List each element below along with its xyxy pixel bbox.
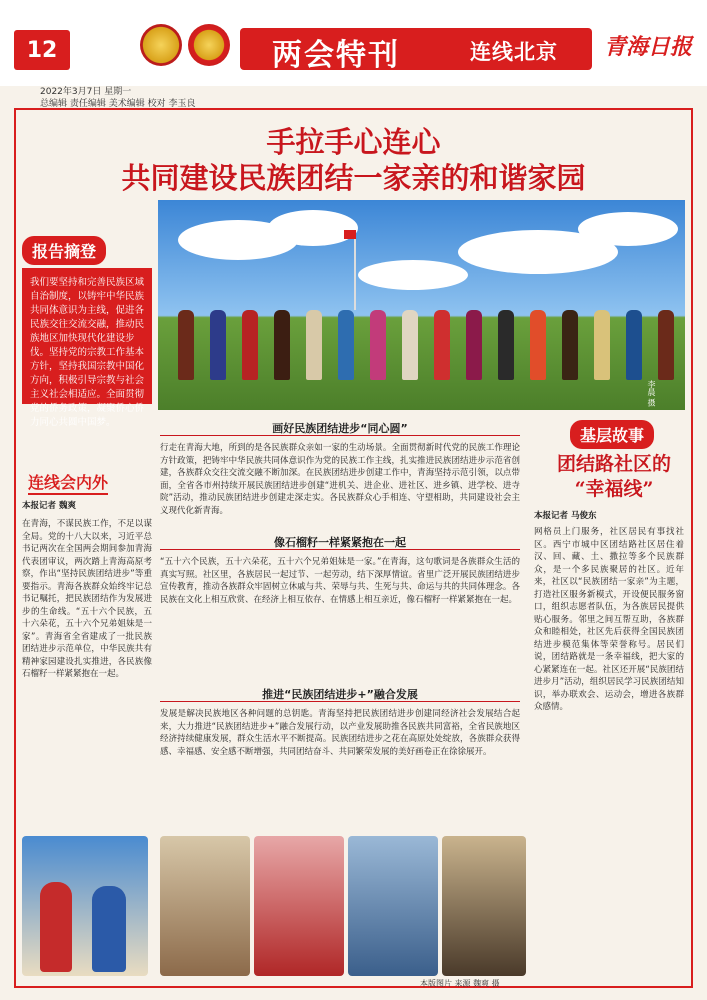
cppcc-emblem-icon	[188, 24, 230, 66]
photo-tile	[254, 836, 344, 976]
headline-line-1: 手拉手心连心	[266, 125, 441, 159]
section2-text: “五十六个民族，五十六朵花，五十六个兄弟姐妹是一家。”在青海，这句歌词是各族群众生活的真实写照。社区里，各族居民一起过节、一起劳动，结下深厚情谊。省里广泛开展民族团结进步宣传教育，推动各族群众牢固树立休戚与共、荣辱与共、生死与共、命运与共的共同体理念。各民族在文化上相互欣赏、在经济上相互依存、在情感上相互亲近，像石榴籽一样紧紧抱在一起。	[160, 557, 520, 605]
dancer	[242, 310, 258, 380]
photo-tile	[348, 836, 438, 976]
cloud	[578, 212, 678, 246]
cloud	[268, 210, 358, 246]
photo-credit: 李晨 摄	[647, 380, 656, 407]
dancer	[562, 310, 578, 380]
newspaper-brand: 青海日报	[604, 34, 693, 60]
dancer	[498, 310, 514, 380]
cloud	[358, 260, 468, 290]
photo-tile	[22, 836, 148, 976]
photo-tile	[442, 836, 526, 976]
dancer	[402, 310, 418, 380]
flag	[344, 230, 356, 239]
editors-line: 总编辑 责任编辑 美术编辑 校对 李玉良	[40, 99, 196, 109]
dancer	[466, 310, 482, 380]
party-emblem-icon	[140, 24, 182, 66]
dancer	[178, 310, 194, 380]
flag-pole	[354, 230, 356, 310]
section3-title: 推进“民族团结进步+”融合发展	[262, 688, 418, 701]
main-headline	[20, 124, 687, 196]
community-byline: 本报记者 马俊东	[534, 511, 597, 521]
section2-title: 像石榴籽一样紧紧抱在一起	[274, 536, 406, 549]
main-photo	[158, 200, 685, 410]
dancer	[434, 310, 450, 380]
divider	[160, 701, 520, 702]
divider	[160, 549, 520, 550]
divider	[160, 435, 520, 436]
dancer	[594, 310, 610, 380]
linkup-byline: 本报记者 魏爽	[22, 501, 76, 511]
dancer	[306, 310, 322, 380]
bottom-photo-credit: 本版图片 来源 魏爽 摄	[420, 979, 500, 988]
linkup-text: 在青海，不谋民族工作，不足以谋全局。党的十八大以来，习近平总书记两次在全国两会期间参加青海代表团审议，两次踏上青海高原考察，作出“坚持民族团结进步”等重要指示。青海各族群众始终牢记总书记嘱托，把民族团结作为发展进步的生命线。“五十六个民族，五十六朵花，五十六个兄弟姐妹是一家”。青海省全省建成了一批民族团结进步示范单位，中华民族共有精神家园建设扎实推进，各民族像石榴籽一样紧紧抱在一起。	[22, 519, 152, 679]
report-tag: 报告摘登	[22, 236, 106, 265]
linkup-tag: 连线会内外	[28, 470, 108, 495]
dancer	[210, 310, 226, 380]
report-abstract: 我们要坚持和完善民族区域自治制度，以铸牢中华民族共同体意识为主线，促进各民族交往交流交融，推动民族地区加快现代化建设步伐。坚持党的宗教工作基本方针，坚持我国宗教中国化方向，积极引导宗教与社会主义社会相适应。全面贯彻党的侨务政策，凝聚侨心侨力同心共圆中国梦。	[22, 268, 152, 404]
section3-text: 发展是解决民族地区各种问题的总钥匙。青海坚持把民族团结进步创建同经济社会发展结合起来，大力推进“民族团结进步+”融合发展行动，以产业发展助推各民族共同富裕，全省民族地区经济持续健康发展，群众生活水平不断提高。民族团结进步之花在高原处处绽放，各族群众获得感、幸福感、安全感不断增强，共同团结奋斗、共同繁荣发展的美好画卷正在徐徐展开。	[160, 709, 520, 757]
dateline: 2022年3月7日 星期一	[40, 87, 132, 97]
child-figure	[92, 886, 126, 972]
community-title-line-2: “幸福线”	[574, 478, 654, 500]
child-figure	[40, 882, 72, 972]
section1-text: 行走在青海大地，所到的是各民族群众亲如一家的生动场景。全面贯彻新时代党的民族工作理论方针政策，把铸牢中华民族共同体意识作为党的民族工作主线，扎实推进民族团结进步示范省创建，各族群众交往交流交融不断加深。在民族团结进步创建工作中，青海坚持示范引领，以点带面，全省各市州持续开展民族团结进步创建“进机关、进企业、进社区、进乡镇、进学校、进寺院”活动，推动民族团结进步创建走深走实。各民族群众心手相连、守望相助，共同建设社会主义现代化新青海。	[160, 443, 520, 516]
community-text: 网格员上门服务，社区居民有事找社区。西宁市城中区团结路社区居住着汉、回、藏、土、撒拉等多个民族群众，是一个多民族聚居的社区。近年来，社区以“民族团结一家亲”为主题，打造社区服务新模式，开设便民服务窗口，组织志愿者队伍，为各族居民提供贴心服务。邻里之间互帮互助，各族群众和睦相处，社区先后获得全国民族团结进步模范集体等荣誉称号。居民们说，团结路就是一条幸福线，把大家的心紧紧连在一起。社区还开展“民族团结进步月”活动，组织居民学习民族团结知识，举办联欢会、运动会，增进各族群众感情。	[534, 527, 684, 712]
community-title-line-1: 团结路社区的	[556, 453, 671, 475]
dancer	[530, 310, 546, 380]
section1-title: 画好民族团结进步“同心圆”	[272, 422, 408, 435]
banner-title: 两会特刊	[272, 38, 400, 73]
dancer	[370, 310, 386, 380]
photo-tile	[160, 836, 250, 976]
headline-line-2: 共同建设民族团结一家亲的和谐家园	[121, 161, 586, 195]
dancer	[658, 310, 674, 380]
dancer	[626, 310, 642, 380]
community-title	[544, 452, 684, 502]
dancer	[338, 310, 354, 380]
page-number: 12	[14, 30, 70, 70]
dancer	[274, 310, 290, 380]
community-tag: 基层故事	[570, 420, 654, 449]
banner-subtitle: 连线北京	[470, 40, 558, 64]
